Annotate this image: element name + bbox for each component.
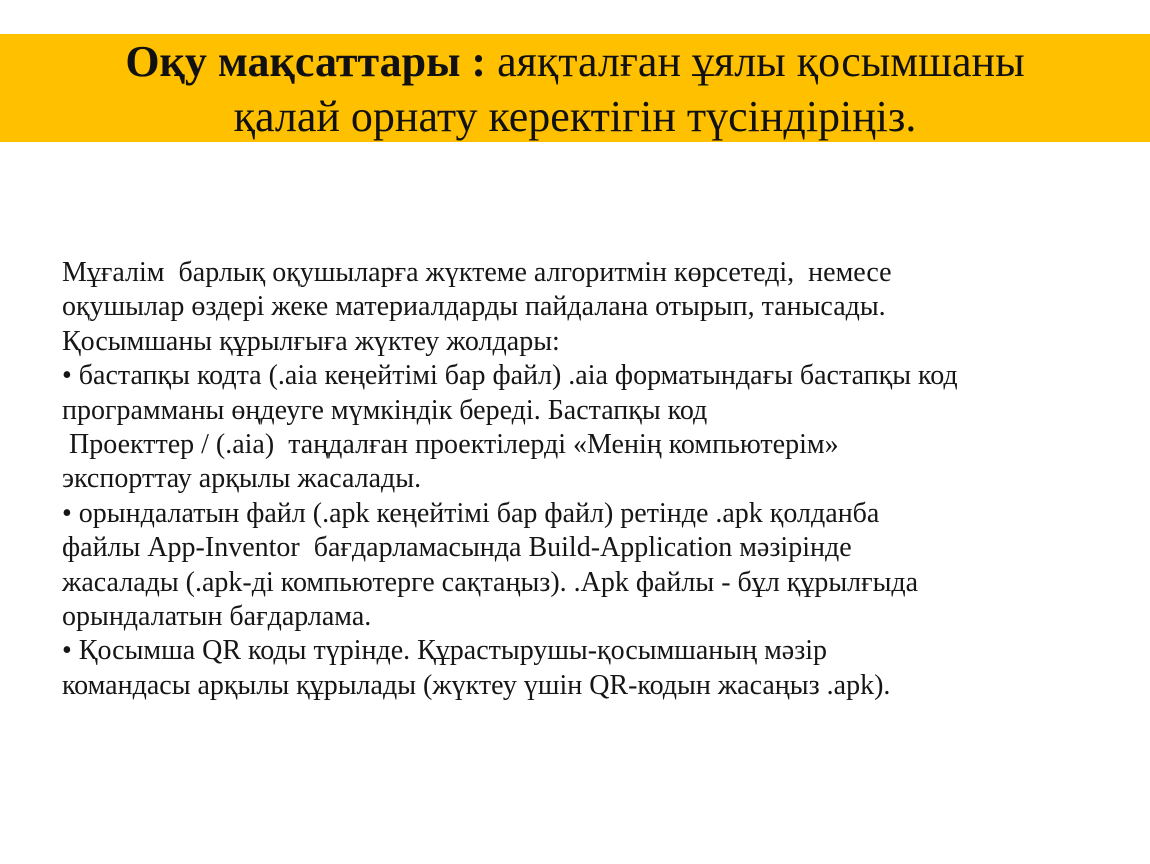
body-text (62, 256, 1122, 703)
text-line: командасы арқылы құрылады (жүктеу үшін QR-кодын жасаңыз .apk). (62, 669, 891, 701)
text-line: Проекттер / (.aia) таңдалған проектілерді «Менің компьютерім» (62, 429, 839, 461)
slide-title (0, 34, 1150, 144)
title-line-1 (0, 34, 1150, 89)
text-line: файлы App-Inventor бағдарламасында Build-Application мәзірінде (62, 532, 852, 564)
text-line: жасалады (.apk-ді компьютерге сақтаңыз). .Apk файлы - бұл құрылғыда (62, 566, 919, 598)
text-line: Мұғалім барлық оқушыларға жүктеме алгоритмін көрсетеді, немесе (62, 257, 892, 288)
text-line: орындалатын бағдарлама. (62, 601, 372, 633)
bullet-line: • орындалатын файл (.apk кеңейтімі бар файл) ретінде .apk қолданба (62, 497, 880, 529)
title-rest: аяқталған ұялы қосымшаны (486, 37, 1025, 86)
bullet-line: • Қосымша QR коды түрінде. Құрастырушы-қосымшаның мәзір (62, 635, 828, 667)
title-bold: Оқу мақсаттары : (125, 37, 487, 86)
text-line: экспорттау арқылы жасалады. (62, 463, 422, 495)
text-line: оқушылар өздері жеке материалдарды пайдалана отырып, танысады. (62, 291, 886, 323)
bullet-line: • бастапқы кодта (.aia кеңейтімі бар файл) .aia форматындағы бастапқы код (62, 360, 958, 392)
text-line: программаны өңдеуге мүмкіндік береді. Бастапқы код (62, 394, 708, 426)
title-line-2: қалай орнату керектігін түсіндіріңіз. (233, 92, 917, 141)
text-line: Қосымшаны құрылғыға жүктеу жолдары: (62, 325, 560, 357)
